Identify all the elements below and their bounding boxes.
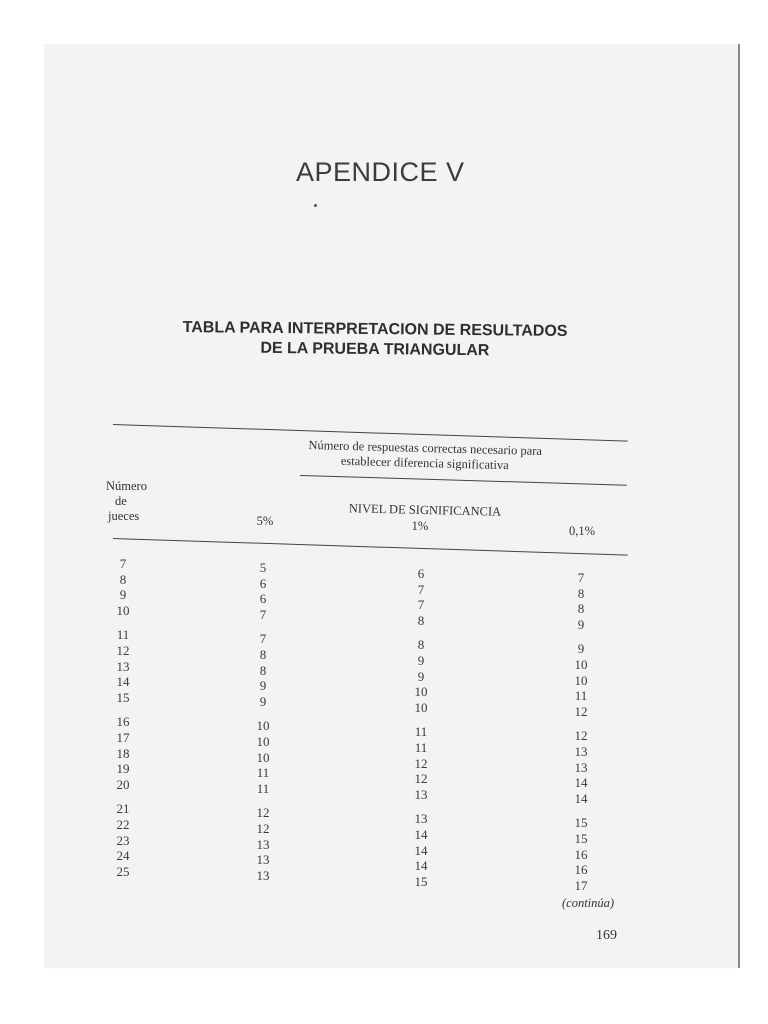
row-group — [248, 560, 278, 622]
table-cell: 14 — [414, 842, 428, 858]
table-cell: 20 — [116, 776, 130, 792]
table-cell: 5 — [259, 560, 267, 575]
page-speck — [314, 204, 317, 207]
column-1-percent — [406, 566, 436, 898]
table-cell: 15 — [574, 815, 588, 831]
table-cell: 13 — [256, 836, 270, 852]
table-cell: 8 — [259, 646, 267, 662]
table-cell: 13 — [414, 786, 428, 802]
row-group — [406, 637, 436, 715]
table-cell: 14 — [574, 790, 588, 806]
table-cell: 10 — [414, 684, 428, 700]
table-cell: 10 — [574, 672, 588, 688]
significance-level-label: NIVEL DE SIGNIFICANCIA — [348, 501, 502, 519]
table-cell: 10 — [414, 699, 428, 715]
table-cell: 9 — [577, 616, 585, 632]
table-cell: 13 — [116, 658, 130, 674]
row-group — [406, 566, 436, 628]
table-cell: 15 — [574, 830, 588, 846]
judges-header-line-3: jueces — [108, 509, 140, 523]
table-cell: 19 — [116, 761, 130, 777]
table-cell: 8 — [577, 585, 585, 601]
table-cell: 15 — [116, 689, 130, 705]
table-cell: 12 — [574, 703, 588, 719]
column-header-5-percent: 5% — [256, 514, 274, 528]
table-cell: 10 — [116, 602, 130, 618]
table-cell: 8 — [119, 571, 127, 587]
table-cell: 12 — [116, 642, 130, 658]
table-cell: 10 — [256, 749, 270, 765]
table-cell: 12 — [256, 820, 270, 836]
table-cell: 7 — [259, 631, 267, 647]
table-cell: 16 — [116, 714, 130, 730]
table-cell: 12 — [574, 728, 588, 744]
table-cell: 6 — [259, 575, 267, 591]
table-cell: 13 — [256, 867, 270, 883]
table-cell: 12 — [414, 771, 428, 787]
column-judges — [106, 556, 140, 888]
table-cell: 11 — [256, 765, 270, 781]
table-cell: 13 — [574, 759, 588, 775]
table-cell: 8 — [417, 637, 425, 653]
table-cell: 12 — [256, 805, 270, 821]
table-cell: 8 — [417, 612, 425, 628]
table-cell: 13 — [256, 852, 270, 868]
table-cell: 14 — [414, 826, 428, 842]
row-group — [406, 811, 436, 889]
judges-header — [106, 479, 156, 524]
table-cell: 6 — [259, 591, 267, 607]
table-cell: 10 — [574, 656, 588, 672]
table-cell: 13 — [574, 743, 588, 759]
table-cell: 10 — [256, 718, 270, 734]
table-cell: 21 — [116, 801, 130, 817]
judges-header-line-1: Número — [106, 479, 147, 493]
column-header-0-1-percent: 0,1% — [568, 524, 596, 538]
table-title — [160, 318, 590, 363]
appendix-title: APENDICE V — [296, 157, 465, 187]
row-group — [248, 631, 278, 709]
table-cell: 6 — [417, 566, 425, 581]
table-cell: 9 — [417, 652, 425, 668]
table-cell: 8 — [259, 662, 267, 678]
table-cell: 7 — [417, 581, 425, 597]
table-cell: 7 — [577, 570, 585, 585]
row-group — [566, 570, 596, 632]
table-cell: 12 — [414, 755, 428, 771]
row-group — [248, 805, 278, 883]
table-cell: 13 — [414, 811, 428, 827]
table-cell: 16 — [574, 862, 588, 878]
table-cell: 15 — [414, 873, 428, 889]
table-cell: 7 — [417, 597, 425, 613]
table-cell: 11 — [414, 724, 428, 740]
continued-note: (continúa) — [562, 896, 615, 910]
table-cell: 14 — [574, 775, 588, 791]
table-cell: 9 — [259, 693, 267, 709]
table-cell: 9 — [259, 678, 267, 694]
table-cell: 9 — [417, 668, 425, 684]
table-cell: 11 — [574, 688, 588, 704]
row-group — [566, 641, 596, 719]
row-group — [106, 801, 140, 879]
table-cell: 17 — [116, 729, 130, 745]
table-cell: 8 — [577, 601, 585, 617]
table-cell: 18 — [116, 745, 130, 761]
table-cell: 16 — [574, 846, 588, 862]
row-group — [406, 724, 436, 802]
row-group — [106, 627, 140, 705]
column-header-1-percent: 1% — [411, 519, 429, 533]
table-cell: 11 — [414, 739, 428, 755]
table-cell: 11 — [116, 627, 130, 643]
spanning-header-line-1: Número de respuestas correctas necesario para — [308, 437, 543, 459]
table-cell: 7 — [119, 556, 127, 571]
table-cell: 9 — [119, 587, 127, 603]
judges-header-line-2: de — [115, 494, 127, 508]
table-cell: 25 — [116, 863, 130, 879]
row-group — [248, 718, 278, 796]
table-cell: 24 — [116, 848, 130, 864]
column-5-percent — [248, 560, 278, 892]
table-cell: 17 — [574, 877, 588, 893]
row-group — [566, 815, 596, 893]
table-cell: 11 — [256, 780, 270, 796]
row-group — [106, 714, 140, 792]
table-cell: 23 — [116, 832, 130, 848]
table-cell: 14 — [414, 858, 428, 874]
table-cell: 7 — [259, 606, 267, 622]
row-group — [566, 728, 596, 806]
page-number: 169 — [596, 928, 617, 943]
table-cell: 10 — [256, 733, 270, 749]
spanning-header-line-2: establecer diferencia significativa — [340, 453, 509, 473]
table-cell: 22 — [116, 816, 130, 832]
table-cell: 9 — [577, 641, 585, 657]
table-title-line-1: TABLA PARA INTERPRETACION DE RESULTADOS — [182, 318, 568, 341]
table-title-line-2: DE LA PRUEBA TRIANGULAR — [260, 339, 490, 360]
table-cell: 14 — [116, 674, 130, 690]
row-group — [106, 556, 140, 618]
column-0-1-percent — [566, 570, 596, 902]
